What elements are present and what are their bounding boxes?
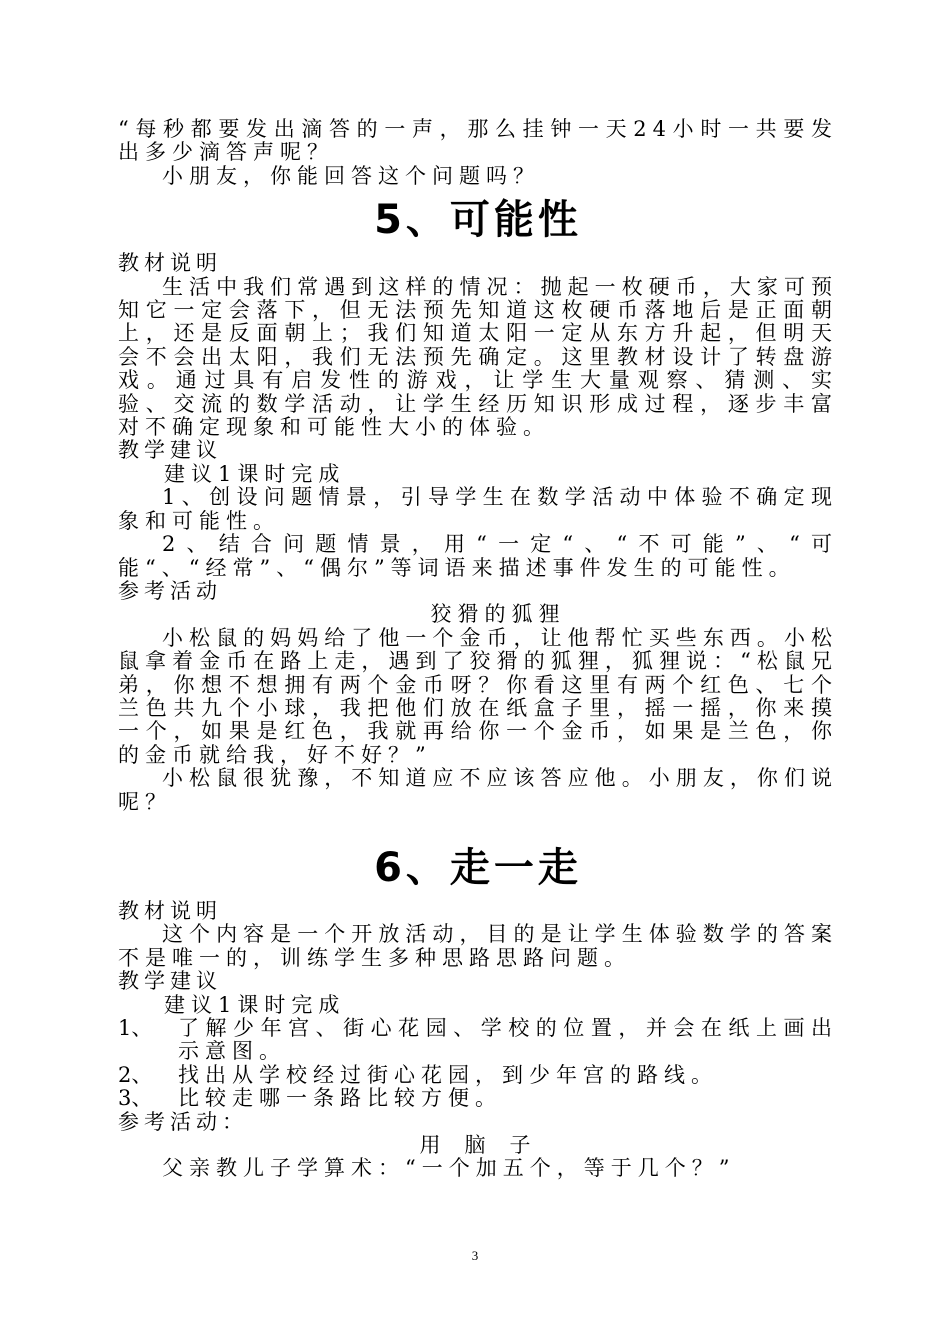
story-title: 狡猾的狐狸: [430, 602, 566, 627]
intro-paragraph: “每秒都要发出滴答的一声，那么挂钟一天24小时一共要发出多少滴答声呢？: [118, 117, 838, 165]
section5-point-2: 2、结合问题情景，用“一定“、“不可能”、“可能“、“经常”、“偶尔”等词语来描述事件发生的可能性。: [118, 532, 838, 580]
list-item: [118, 1064, 838, 1087]
section5-title: 5、可能性: [374, 197, 582, 244]
document-page: [118, 118, 838, 1181]
section6-title: 6、走一走: [374, 844, 582, 891]
story-paragraph-1: 小松鼠的妈妈给了他一个金币，让他帮忙买些东西。小松鼠拿着金币在路上走，遇到了狡猾的狐狸，狐狸说：“松鼠兄弟，你想不想拥有两个金币呀？你看这里有两个红色、七个兰色共九个小球，我把他们放在纸盒子里，摇一摇，你来摸一个，如果是红色，我就再给你一个金币，如果是兰色，你的金币就给我，好不好？”: [118, 625, 838, 767]
intro-question: 小朋友，你能回答这个问题吗？: [162, 163, 540, 188]
section5-teaching-heading: 教学建议: [118, 438, 222, 463]
list-item-number: 3、: [118, 1086, 153, 1111]
section6-activity-heading: 参考活动：: [118, 1109, 248, 1134]
section6-material-heading: 教材说明: [118, 898, 222, 923]
list-item-text: 了解少年宫、街心花园、学校的位置，并会在纸上画出示意图。: [178, 1016, 838, 1064]
story-paragraph-2: 小松鼠很犹豫，不知道应不应该答应他。小朋友，你们说呢？: [118, 766, 838, 814]
section6-suggest: 建议1课时完成: [164, 992, 346, 1017]
section6-material-text: 这个内容是一个开放活动，目的是让学生体验数学的答案不是唯一的，训练学生多种思路思路问题。: [118, 922, 838, 970]
list-item-number: 1、: [118, 1016, 153, 1040]
section5-activity-heading: 参考活动: [118, 578, 222, 603]
section5-suggest: 建议1课时完成: [164, 461, 346, 486]
section5-material-heading: 教材说明: [118, 251, 222, 276]
section5-point-1: 1、创设问题情景，引导学生在数学活动中体验不确定现象和可能性。: [118, 485, 838, 533]
riddle-paragraph: 父亲教儿子学算术：“一个加五个，等于几个？”: [162, 1156, 736, 1181]
list-item-text: 找出从学校经过街心花园，到少年宫的路线。: [178, 1062, 718, 1087]
list-item-number: 2、: [118, 1062, 153, 1087]
section6-suggestion-list: [118, 1017, 838, 1111]
section6-teaching-heading: 教学建议: [118, 969, 222, 994]
list-item-text: 比较走哪一条路比较方便。: [178, 1086, 502, 1111]
list-item: [118, 1087, 838, 1110]
section5-material-text: 生活中我们常遇到这样的情况：抛起一枚硬币，大家可预知它一定会落下，但无法预先知道这枚硬币落地后是正面朝上，还是反面朝上；我们知道太阳一定从东方升起，但明天会不会出太阳，我们无法预先确定。这里教材设计了转盘游戏。通过具有启发性的游戏，让学生大量观察、猜测、实验、交流的数学活动，让学生经历知识形成过程，逐步丰富对不确定现象和可能性大小的体验。: [118, 274, 838, 440]
list-item: [118, 1017, 838, 1064]
riddle-title: 用脑子: [419, 1133, 555, 1158]
page-number: 3: [471, 1248, 479, 1263]
